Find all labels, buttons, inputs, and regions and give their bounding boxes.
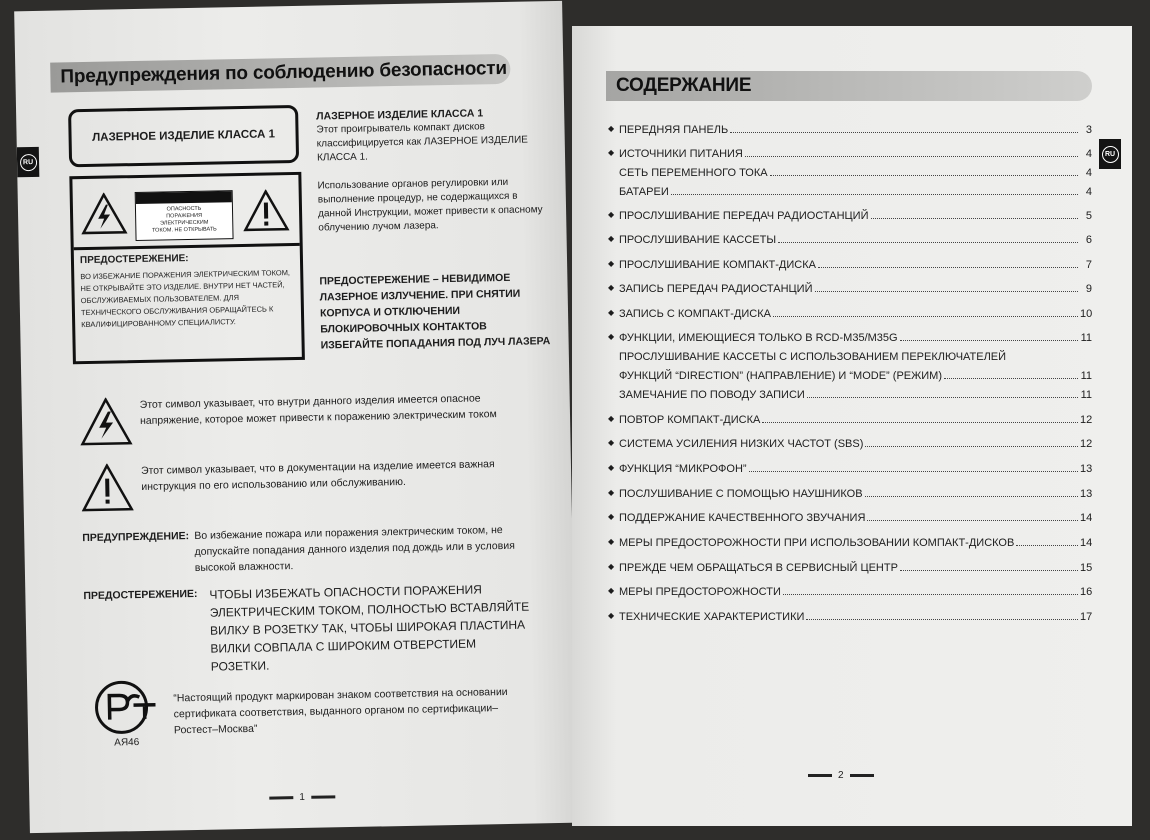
caution-paragraph	[83, 579, 543, 674]
toc-leader-dots	[900, 570, 1078, 571]
contents-header-bar	[606, 71, 1092, 101]
diamond-bullet-icon: ◆	[608, 234, 615, 243]
toc-leader-dots	[778, 242, 1078, 243]
toc-entry-page: 4	[1085, 148, 1092, 160]
toc-entry-page: 12	[1080, 414, 1093, 426]
toc-leader-dots	[749, 471, 1078, 472]
page-number-value: 2	[838, 770, 844, 781]
diamond-bullet-icon: ◆	[608, 438, 615, 447]
shock-symbol-item	[80, 390, 530, 427]
rst-certification-logo-icon	[93, 679, 160, 736]
language-badge: RU	[19, 153, 36, 170]
laser-info	[316, 105, 549, 249]
warning-paragraph	[82, 521, 542, 574]
toc-entry	[608, 408, 1092, 426]
toc-entry-page: 6	[1085, 234, 1092, 246]
toc-entry-page: 3	[1085, 124, 1092, 136]
toc-entry	[608, 118, 1092, 136]
toc-entry	[608, 204, 1092, 222]
cert-code: АЯ46	[114, 737, 140, 749]
diamond-bullet-icon: ◆	[608, 488, 615, 497]
laser-class-box	[68, 105, 299, 167]
toc-entry-label: ЗАПИСЬ С КОМПАКТ-ДИСКА	[619, 308, 771, 320]
toc-entry	[608, 457, 1092, 475]
page-number-value: 1	[299, 791, 305, 804]
language-tab	[1099, 139, 1121, 169]
diamond-bullet-icon: ◆	[608, 414, 615, 423]
toc-entry	[608, 180, 1092, 198]
toc-leader-dots	[865, 496, 1078, 497]
toc-leader-dots	[806, 619, 1078, 620]
toc-entry	[608, 531, 1092, 549]
toc-entry-label: ЗАПИСЬ ПЕРЕДАЧ РАДИОСТАНЦИЙ	[619, 283, 813, 295]
exclamation-warning-icon	[243, 189, 290, 232]
diamond-bullet-icon: ◆	[608, 332, 615, 341]
diamond-bullet-icon: ◆	[608, 148, 615, 157]
language-badge: RU	[1102, 146, 1119, 163]
toc-entry-label: МЕРЫ ПРЕДОСТОРОЖНОСТИ ПРИ ИСПОЛЬЗОВАНИИ КОМПАКТ-ДИСКОВ	[619, 537, 1015, 549]
toc-entry-page: 11	[1080, 389, 1092, 401]
exclamation-warning-icon	[81, 463, 134, 512]
toc-leader-dots	[773, 316, 1078, 317]
toc-entry-page: 4	[1085, 167, 1092, 179]
exclamation-symbol-text: Этот символ указывает, что в документации на изделие имеется важная инструкция по его использованию или обслуживанию.	[140, 458, 495, 493]
caution-box	[69, 172, 305, 364]
caution-paragraph-text: ЧТОБЫ ИЗБЕЖАТЬ ОПАСНОСТИ ПОРАЖЕНИЯ ЭЛЕКТРИЧЕСКИМ ТОКОМ, ПОЛНОСТЬЮ ВСТАВЛЯЙТЕ ВИЛКУ В РОЗЕТКУ ТАК, ЧТОБЫ ШИРОКАЯ ПЛАСТИНА ВИЛКИ СОВПАЛА С ШИРОКИМ ОТВЕРСТИЕМ РОЗЕТКИ.	[209, 582, 530, 674]
toc-leader-dots	[745, 156, 1078, 157]
toc-leader-dots	[815, 291, 1079, 292]
toc-leader-dots	[900, 340, 1078, 341]
toc-leader-dots	[944, 378, 1078, 379]
toc-entry-page: 16	[1080, 586, 1093, 598]
lightning-warning-icon	[80, 397, 133, 446]
safety-header-bar	[50, 54, 510, 93]
toc-entry-label: ФУНКЦИЙ “DIRECTION” (НАПРАВЛЕНИЕ) И “MODE” (РЕЖИМ)	[619, 370, 943, 382]
caution-title: ПРЕДОСТЕРЕЖЕНИЕ:	[79, 253, 189, 267]
language-tab	[17, 147, 40, 177]
toc-entry-label: ИСТОЧНИКИ ПИТАНИЯ	[619, 148, 743, 160]
diamond-bullet-icon: ◆	[608, 210, 615, 219]
laser-para-2: Использование органов регулировки или выполнение процедур, не содержащихся в данной Инструкции, может привести к опасному облучению лучом лазера.	[317, 176, 543, 234]
diamond-bullet-icon: ◆	[608, 537, 615, 546]
page-number	[269, 791, 335, 803]
toc-entry-label: ПОСЛУШИВАНИЕ С ПОМОЩЬЮ НАУШНИКОВ	[619, 488, 863, 500]
toc-entry-page: 14	[1080, 512, 1093, 524]
page-title: Предупреждения по соблюдению безопасности	[60, 57, 508, 88]
cert-text: “Настоящий продукт маркирован знаком соответствия на основании сертификата соответствия, выданного органом по сертификации–Ростест–Москва”	[173, 685, 508, 737]
toc-entry-label: ТЕХНИЧЕСКИЕ ХАРАКТЕРИСТИКИ	[619, 611, 805, 623]
laser-heading: ЛАЗЕРНОЕ ИЗДЕЛИЕ КЛАССА 1	[316, 107, 484, 123]
caution-symbols-row	[72, 175, 299, 250]
danger-label-line: ЭЛЕКТРИЧЕСКИМ	[160, 219, 209, 227]
diamond-bullet-icon: ◆	[608, 259, 615, 268]
danger-label-line: ТОКОМ. НЕ ОТКРЫВАТЬ	[151, 226, 217, 234]
toc-leader-dots	[671, 194, 1078, 195]
toc-entry	[608, 142, 1092, 160]
toc-entry	[608, 253, 1092, 271]
toc-entry-page: 12	[1080, 438, 1093, 450]
right-page	[572, 26, 1132, 826]
lightning-warning-icon	[81, 192, 128, 235]
toc-leader-dots	[1016, 545, 1078, 546]
toc-entry	[608, 161, 1092, 179]
toc-entry-label: ФУНКЦИЯ “МИКРОФОН”	[619, 463, 747, 475]
toc-entry-label: СИСТЕМА УСИЛЕНИЯ НИЗКИХ ЧАСТОТ (SBS)	[619, 438, 864, 450]
laser-class-label: ЛАЗЕРНОЕ ИЗДЕЛИЕ КЛАССА 1	[92, 128, 276, 144]
diamond-bullet-icon: ◆	[608, 463, 615, 472]
toc-entry-label: ПРОСЛУШИВАНИЕ КАССЕТЫ	[619, 234, 777, 246]
toc-entry-label: ПРОСЛУШИВАНИЕ КАССЕТЫ С ИСПОЛЬЗОВАНИЕМ ПЕРЕКЛЮЧАТЕЛЕЙ	[619, 351, 1007, 363]
toc-entry-label: МЕРЫ ПРЕДОСТОРОЖНОСТИ	[619, 586, 781, 598]
toc-entry	[608, 506, 1092, 524]
toc-entry-label: ПЕРЕДНЯЯ ПАНЕЛЬ	[619, 124, 729, 136]
toc-entry	[608, 228, 1092, 246]
danger-label-line: ОПАСНОСТЬ	[166, 205, 202, 213]
toc-leader-dots	[818, 267, 1078, 268]
toc-leader-dots	[783, 594, 1078, 595]
toc-entry	[608, 302, 1092, 320]
toc-entry-page: 13	[1080, 463, 1093, 475]
toc-entry-page: 11	[1080, 332, 1092, 344]
contents-title: СОДЕРЖАНИЕ	[616, 75, 752, 96]
toc-entry-page: 17	[1080, 611, 1093, 623]
diamond-bullet-icon: ◆	[608, 562, 615, 571]
toc-entry-label: ФУНКЦИИ, ИМЕЮЩИЕСЯ ТОЛЬКО В RCD-M35/M35G	[619, 332, 898, 344]
toc-leader-dots	[770, 175, 1078, 176]
toc-leader-dots	[865, 446, 1078, 447]
diamond-bullet-icon: ◆	[608, 283, 615, 292]
left-page	[14, 1, 578, 833]
toc-entry	[608, 277, 1092, 295]
toc-entry	[608, 364, 1092, 382]
danger-label	[135, 190, 234, 241]
diamond-bullet-icon: ◆	[608, 308, 615, 317]
toc-entry-page: 4	[1085, 186, 1092, 198]
toc-entry-label: ПРОСЛУШИВАНИЕ КОМПАКТ-ДИСКА	[619, 259, 816, 271]
toc-entry-label: БАТАРЕИ	[619, 186, 669, 198]
danger-label-line: ПОРАЖЕНИЯ	[166, 212, 203, 220]
toc-entry-label: СЕТЬ ПЕРЕМЕННОГО ТОКА	[619, 167, 768, 179]
diamond-bullet-icon: ◆	[608, 124, 615, 133]
toc-entry	[608, 383, 1092, 401]
toc-entry-label: ПРЕЖДЕ ЧЕМ ОБРАЩАТЬСЯ В СЕРВИСНЫЙ ЦЕНТР	[619, 562, 898, 574]
toc-entry-page: 11	[1080, 370, 1092, 382]
shock-symbol-text: Этот символ указывает, что внутри данного изделия имеется опасное напряжение, которое может привести к поражению электрическим током	[139, 392, 497, 427]
caution-text: ВО ИЗБЕЖАНИЕ ПОРАЖЕНИЯ ЭЛЕКТРИЧЕСКИМ ТОКОМ, НЕ ОТКРЫВАЙТЕ ЭТО ИЗДЕЛИЕ. ВНУТРИ НЕТ ЧАСТЕЙ, ОБСЛУЖИВАЕМЫХ ПОЛЬЗОВАТЕЛЕМ. ДЛЯ ТЕХНИЧЕСКОГО ОБСЛУЖИВАНИЯ ОБРАЩАЙТЕСЬ К КВАЛИФИЦИРОВАННОМУ СПЕЦИАЛИСТУ.	[80, 268, 291, 330]
toc-entry-page: 7	[1085, 259, 1092, 271]
toc-leader-dots	[807, 397, 1078, 398]
toc-entry-page: 5	[1085, 210, 1092, 222]
toc-entry-label: ПОВТОР КОМПАКТ-ДИСКА	[619, 414, 761, 426]
toc-entry-label: ПРОСЛУШИВАНИЕ ПЕРЕДАЧ РАДИОСТАНЦИЙ	[619, 210, 869, 222]
toc-entry	[608, 345, 1092, 363]
toc-entry	[608, 482, 1092, 500]
toc-entry	[608, 580, 1092, 598]
warning-text: Во избежание пожара или поражения электрическим током, не допускайте попадания данного изделия под дождь или в условия высокой влажности.	[194, 524, 515, 574]
toc-leader-dots	[730, 132, 1078, 133]
toc-leader-dots	[867, 520, 1078, 521]
toc-entry-label: ЗАМЕЧАНИЕ ПО ПОВОДУ ЗАПИСИ	[619, 389, 805, 401]
toc-leader-dots	[871, 218, 1079, 219]
toc-entry-page: 15	[1080, 562, 1093, 574]
warning-label: ПРЕДУПРЕЖДЕНИЕ:	[82, 530, 190, 545]
toc-entry	[608, 605, 1092, 623]
toc-entry-label: ПОДДЕРЖАНИЕ КАЧЕСТВЕННОГО ЗВУЧАНИЯ	[619, 512, 866, 524]
exclamation-symbol-item	[81, 455, 531, 493]
toc-entry-page: 13	[1080, 488, 1093, 500]
toc-entry-page: 9	[1085, 283, 1092, 295]
diamond-bullet-icon: ◆	[608, 512, 615, 521]
diamond-bullet-icon: ◆	[608, 611, 615, 620]
caution-label: ПРЕДОСТЕРЕЖЕНИЕ:	[83, 587, 198, 603]
toc-entry	[608, 432, 1092, 450]
toc-entry-page: 14	[1080, 537, 1093, 549]
diamond-bullet-icon: ◆	[608, 586, 615, 595]
toc-entry	[608, 556, 1092, 574]
page-number	[808, 770, 874, 781]
toc-entry	[608, 326, 1092, 344]
laser-para-1: Этот проигрыватель компакт дисков классифицируется как ЛАЗЕРНОЕ ИЗДЕЛИЕ КЛАССА 1.	[316, 121, 529, 164]
laser-caution: ПРЕДОСТЕРЕЖЕНИЕ – НЕВИДИМОЕ ЛАЗЕРНОЕ ИЗЛУЧЕНИЕ. ПРИ СНЯТИИ КОРПУСА И ОТКЛЮЧЕНИИ БЛОКИРОВОЧНЫХ КОНТАКТОВ ИЗБЕГАЙТЕ ПОПАДАНИЯ ПОД ЛУЧ ЛАЗЕРА	[319, 271, 551, 352]
toc-leader-dots	[762, 422, 1078, 423]
toc-entry-page: 10	[1080, 308, 1093, 320]
